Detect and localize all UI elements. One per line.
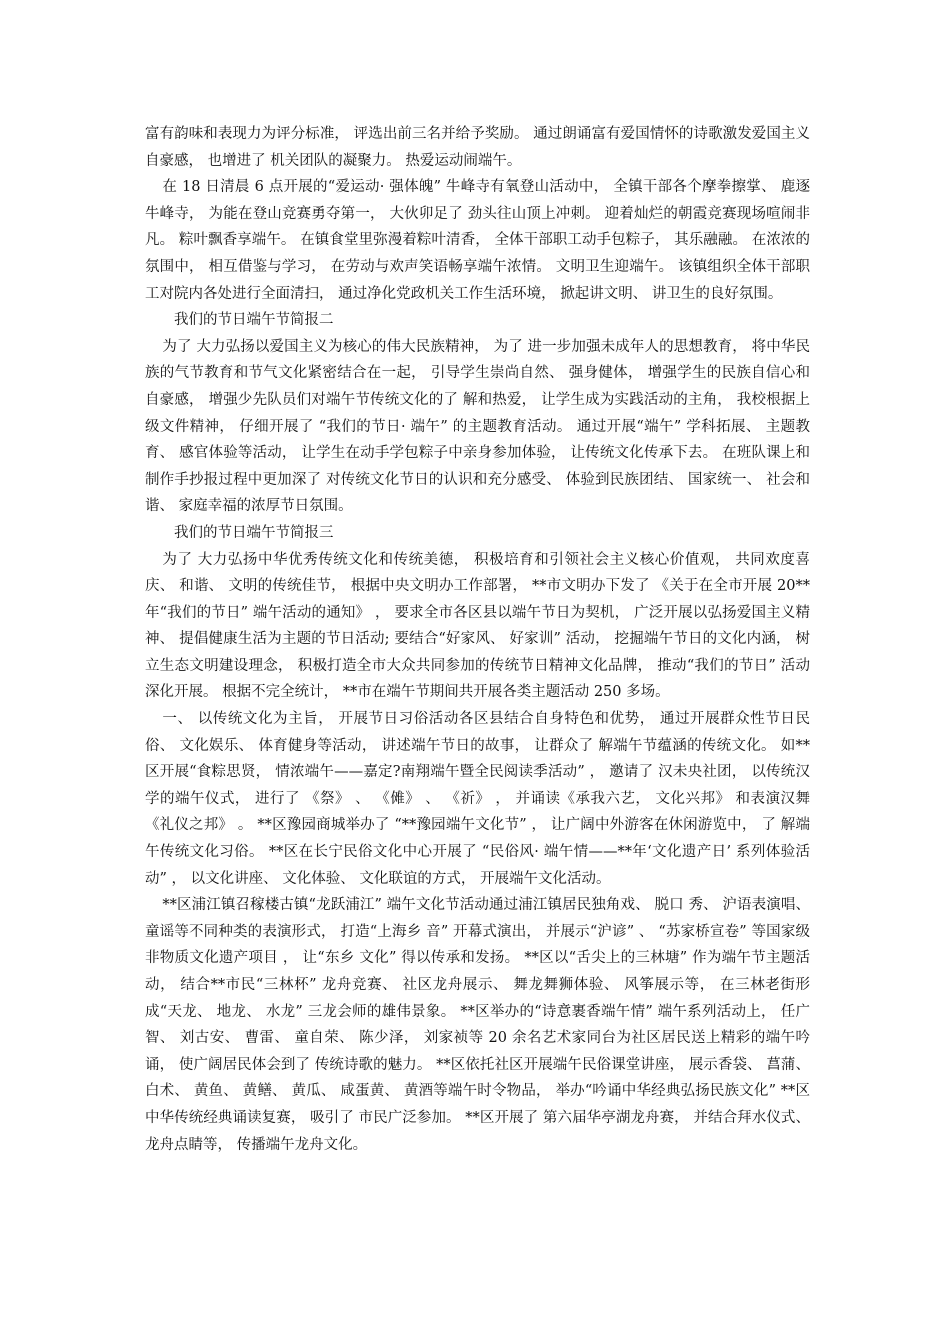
body-paragraph: **区浦江镇召稼楼古镇“龙跃浦江” 端午文化节活动通过浦江镇居民独角戏、 脱口 秀、 沪语表演唱、 童谣等不同种类的表演形式， 打造“上海乡 音” 开幕式演出， 并展示“沪谚” 、 “苏家桥宣卷” 等国家级非物质文化遗产项目 ， 让“东乡 文化” 得以传承和发扬。 **区以“舌尖上的三林塘” 作为端午节主题活动， 结合**市民“三林杯” 龙舟竞赛、 社区龙舟展示、 舞龙舞狮体验、 风筝展示等， 在三林老街形成“天龙、 地龙、 水龙” 三龙会师的雄伟景象。 **区举办的“诗意裹香端午情” 端午系列活动上， 任广智、 刘古安、 曹雷、 童自荣、 陈少泽， 刘家祯等 20 余名艺术家同台为社区居民送上精彩的端午吟诵， 使广阔居民体会到了 传统诗歌的魅力。 **区依托社区开展端午民俗课堂讲座， 展示香袋、 菖蒲、 白术、 黄鱼、 黄鳝、 黄瓜、 咸蛋黄、 黄酒等端午时令物品， 举办“吟诵中华经典弘扬民族文化” **区中华传统经典诵读复赛， 吸引了 市民广泛参加。 **区开展了 第六届华亭湖龙舟赛， 并结合拜水仪式、 龙舟点睛等， 传播端午龙舟文化。 (145, 897, 810, 1153)
body-paragraph: 在 18 日清晨 6 点开展的“爱运动· 强体魄” 牛峰寺有氧登山活动中， 全镇干部各个摩拳擦掌、 鹿逐牛峰寺， 为能在登山竞赛勇夺第一， 大伙卯足了 劲头往山顶上冲刺。 迎着灿烂的朝霞竞赛现场喧闹非凡。 粽叶飘香享端午。 在镇食堂里弥漫着粽叶清香， 全体干部职工动手包粽子， 其乐融融。 在浓浓的氛围中， 相互借鉴与学习， 在劳动与欢声笑语畅享端午浓情。 文明卫生迎端午。 该镇组织全体干部职工对院内各处进行全面清扫， 通过净化党政机关工作生活环境， 掀起讲文明、 讲卫生的良好氛围。 (145, 179, 810, 302)
body-paragraph: 为了 大力弘扬以爱国主义为核心的伟大民族精神， 为了 进一步加强未成年人的思想教育， 将中华民族的气节教育和节气文化紧密结合在一起， 引导学生崇尚自然、 强身健体， 增强学生的民族自信心和自豪感， 增强少先队员们对端午节传统文化的了 解和热爱， 让学生成为实践活动的主角， 我校根据上级文件精神， 仔细开展了 “我们的节日· 端午” 的主题教育活动。 通过开展“端午” 学科拓展、 主题教育、 感官体验等活动， 让学生在动手学包粽子中亲身参加体验， 让传统文化传承下去。 在班队课上和制作手抄报过程中更加深了 对传统文化节日的认识和充分感受、 体验到民族团结、 国家统一、 社会和谐、 家庭幸福的浓厚节日氛围。 (145, 338, 810, 515)
body-paragraph: 一、 以传统文化为主旨， 开展节日习俗活动各区县结合自身特色和优势， 通过开展群众性节日民俗、 文化娱乐、 体育健身等活动， 讲述端午节日的故事， 让群众了 解端午节蕴涵的传统文化。 如**区开展“食粽思贤， 情浓端午——嘉定?南翔端午暨全民阅读季活动” ， 邀请了 汉未央社团， 以传统汉学的端午仪式， 进行了 《祭》 、 《傩》 、 《祈》 ， 并诵读《承我六艺， 文化兴邦》 和表演汉舞《礼仪之邦》 。 **区豫园商城举办了 “**豫园端午文化节” ， 让广阔中外游客在休闲游览中， 了 解端午传统文化习俗。 **区在长宁民俗文化中心开展了 “民俗风· 端午情——**年‘文化遗产日’ 系列体验活动” ， 以文化讲座、 文化体验、 文化联谊的方式， 开展端午文化活动。 (145, 711, 810, 887)
document-page (145, 121, 810, 1158)
body-paragraph: 为了 大力弘扬中华优秀传统文化和传统美德， 积极培育和引领社会主义核心价值观， 共同欢度喜庆、 和谐、 文明的传统佳节， 根据中央文明办工作部署， **市文明办下发了 《关于在全市开展 20**年“我们的节日” 端午活动的通知》 ， 要求全市各区县以端午节日为契机， 广泛开展以弘扬爱国主义精神、 提倡健康生活为主题的节日活动; 要结合“好家风、 好家训” 活动， 挖掘端午节日的文化内涵， 树立生态文明建设理念， 积极打造全市大众共同参加的传统节日精神文化品牌， 推动“我们的节日” 活动深化开展。 根据不完全统计， **市在端午节期间共开展各类主题活动 250 多场。 (145, 551, 810, 701)
section-heading: 我们的节日端午节简报三 (174, 524, 334, 541)
section-heading: 我们的节日端午节简报二 (174, 312, 334, 329)
body-paragraph: 富有韵味和表现力为评分标准， 评选出前三名并给予奖励。 通过朗诵富有爱国情怀的诗歌激发爱国主义自豪感， 也增进了 机关团队的凝聚力。 热爱运动闹端午。 (145, 126, 810, 169)
